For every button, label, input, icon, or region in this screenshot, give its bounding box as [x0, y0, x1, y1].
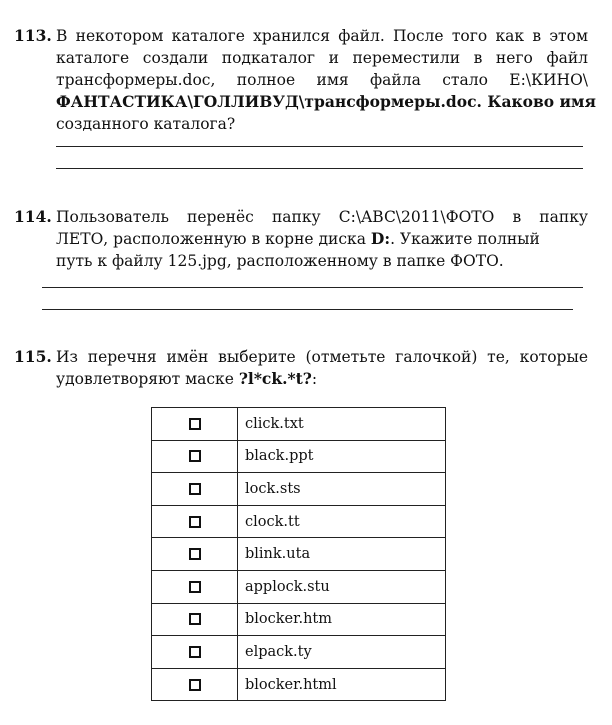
task-113-line-5: созданного каталога?: [56, 115, 236, 133]
file-name: lock.sts: [238, 473, 446, 506]
checkbox[interactable]: [189, 646, 201, 658]
task-113-line-2: каталоге создали подкаталог и переместили в него файл: [56, 49, 588, 67]
task-113-number: 113.: [14, 26, 52, 45]
disk-letter: D:: [370, 229, 391, 248]
task-113-line-3: трансформеры.doc, полное имя файла стало E:\КИНО\: [56, 71, 588, 89]
task-115-number: 115.: [14, 347, 52, 366]
task-115-line-2-text: удовлетворяют маске: [56, 370, 239, 388]
checkbox[interactable]: [189, 679, 201, 691]
file-name: clock.tt: [238, 505, 446, 538]
file-name: elpack.ty: [238, 636, 446, 669]
file-name: blocker.html: [238, 668, 446, 701]
task-115-line-2-tail: :: [311, 370, 318, 388]
table-row: [152, 408, 446, 441]
task-114-line-1-text: Пользователь перенёс папку C:\ABC\2011\ФОТО в папку: [56, 208, 588, 226]
checkbox[interactable]: [189, 418, 201, 430]
answer-line-113-b[interactable]: [56, 168, 583, 169]
checkbox[interactable]: [189, 516, 201, 528]
mask-pattern: ?l*ck.*t?: [238, 369, 312, 388]
task-115-line-1: [14, 346, 588, 368]
file-name: applock.stu: [238, 570, 446, 603]
table-row: [152, 538, 446, 571]
task-115-line-2: [14, 368, 588, 390]
task-113-line-1: [14, 25, 588, 47]
file-name: blocker.htm: [238, 603, 446, 636]
task-114-line-2-tail: . Укажите полный: [390, 230, 540, 248]
file-name: blink.uta: [238, 538, 446, 571]
task-114-line-2: [14, 228, 588, 250]
file-name: click.txt: [238, 408, 446, 441]
table-row: [152, 505, 446, 538]
table-row: [152, 636, 446, 669]
task-115-line-1-text: Из перечня имён выберите (отметьте галочкой) те, которые: [56, 348, 588, 366]
task-113-line-1-text: В некотором каталоге хранился файл. После того как в этом: [56, 27, 588, 45]
answer-line-113-a[interactable]: [56, 146, 583, 147]
table-row: [152, 668, 446, 701]
task-114-line-3: путь к файлу 125.jpg, расположенному в папке ФОТО.: [56, 252, 504, 270]
checkbox[interactable]: [189, 548, 201, 560]
checkbox[interactable]: [189, 581, 201, 593]
table-row: [152, 603, 446, 636]
task-114: [14, 206, 588, 272]
file-names-table: [151, 407, 446, 701]
task-115: [14, 346, 588, 390]
task-114-line-2-text: ЛЕТО, расположенную в корне диска: [56, 230, 371, 248]
table-row: [152, 440, 446, 473]
file-name: black.ppt: [238, 440, 446, 473]
checkbox[interactable]: [189, 450, 201, 462]
table-row: [152, 570, 446, 603]
table-row: [152, 473, 446, 506]
task-113-line-4: ФАНТАСТИКА\ГОЛЛИВУД\трансформеры.doc. Каково имя: [56, 92, 596, 111]
task-114-line-1: [14, 206, 588, 228]
answer-line-114-b[interactable]: [42, 309, 573, 310]
answer-line-114-a[interactable]: [42, 287, 583, 288]
task-113: [14, 25, 596, 135]
task-114-number: 114.: [14, 207, 52, 226]
checkbox[interactable]: [189, 613, 201, 625]
checkbox[interactable]: [189, 483, 201, 495]
